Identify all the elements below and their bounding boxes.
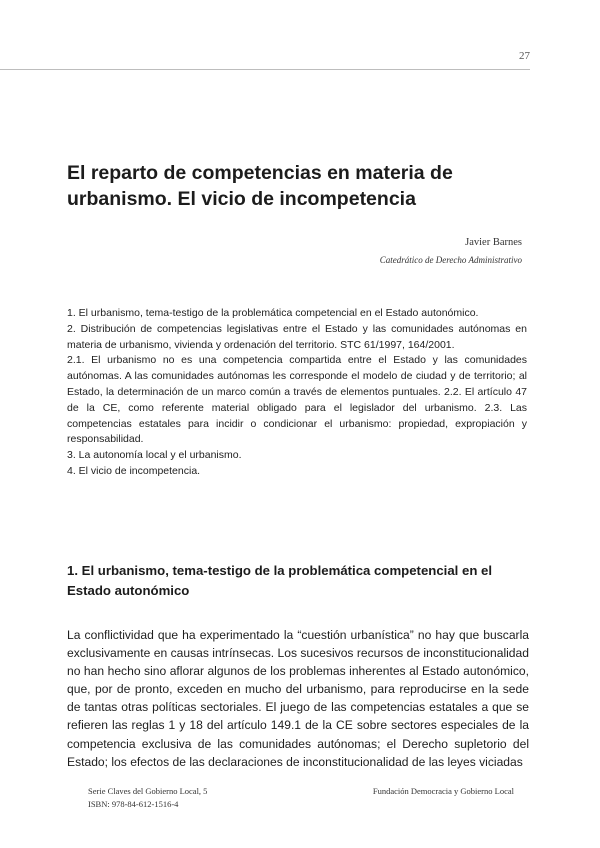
toc-item: 1. El urbanismo, tema-testigo de la problemática competencial en el Estado autonómico. (67, 307, 479, 319)
footer-publisher: Fundación Democracia y Gobierno Local (372, 786, 514, 796)
table-of-contents (67, 306, 527, 480)
toc-item: 2. Distribución de competencias legislativas entre el Estado y las comunidades autónomas en materia de urbanismo, vivienda y ordenación del territorio. STC 61/1997, 164/2001. (67, 322, 527, 351)
author-affiliation: Catedrático de Derecho Administrativo (379, 255, 522, 265)
footer-series-info (88, 785, 207, 811)
body-paragraph: La conflictividad que ha experimentado la “cuestión urbanística” no hay que buscarla exclusivamente en causas intrínsecas. Los sucesivos recursos de inconstitucionalidad no han hecho sino aflorar algunos de los problemas inherentes al Estado autonómico, que, por de pronto, exceden en mucho del urbanismo, para reproducirse en la sede de tantas otras políticas sectoriales. El juego de las competencias estatales a que se refieren las reglas 1 y 18 del artículo 149.1 de la CE sobre sectores especiales de la competencia exclusiva de las comunidades autónomas; el Derecho supletorio del Estado; los efectos de las declaraciones de inconstitucionalidad de las leyes viciadas (67, 628, 529, 769)
toc-item: 3. La autonomía local y el urbanismo. (67, 449, 242, 462)
article-title: El reparto de competencias en materia de urbanismo. El vicio de incompetencia (67, 162, 453, 210)
page-number: 27 (519, 50, 530, 62)
footer-isbn: ISBN: 978-84-612-1516-4 (88, 799, 179, 809)
header-rule (0, 69, 530, 70)
author-name: Javier Barnes (465, 237, 522, 248)
section-heading: 1. El urbanismo, tema-testigo de la problemática competencial en el Estado autonómico (67, 563, 493, 598)
toc-item: 2.1. El urbanismo no es una competencia compartida entre el Estado y las comunidades autónomas. A las comunidades autónomas les corresponde el modelo de ciudad y de territorio; al Estado, la determinación de un marco común a través de elementos puntuales. 2.2. El artículo 47 de la CE, como referente material obligado para el legislador del urbanismo. 2.3. Las competencias estatales para incidir o condicionar el urbanismo: propiedad, expropiación y responsabilidad. (67, 354, 527, 446)
footer-series: Serie Claves del Gobierno Local, 5 (88, 786, 208, 796)
toc-item: 4. El vicio de incompetencia. (67, 464, 201, 477)
